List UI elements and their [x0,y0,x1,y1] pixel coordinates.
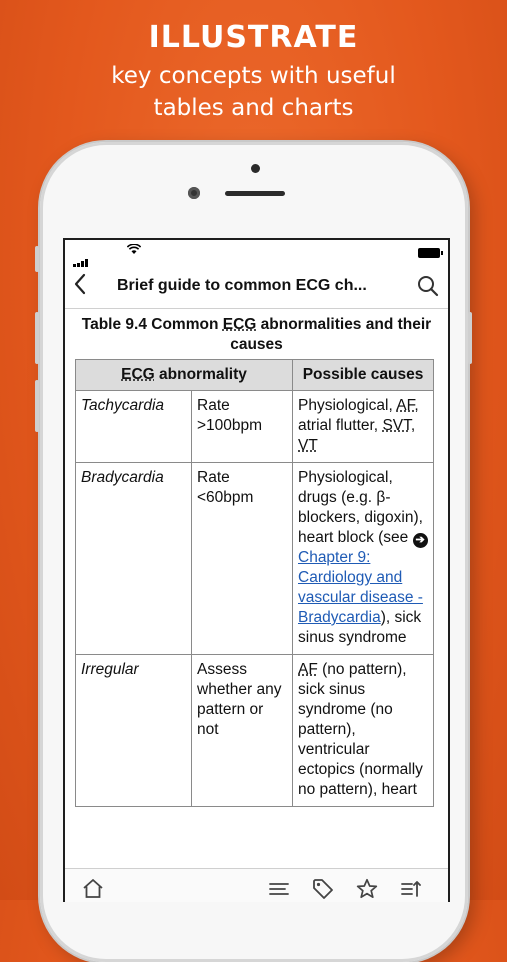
hero-subtitle [0,60,507,124]
proximity-sensor [251,164,260,173]
ecg-table [75,359,434,807]
page-title: Brief guide to common ECG ch... [117,277,367,294]
bottom-toolbar [65,868,448,902]
table-title-suffix: abnormalities and their causes [230,316,432,353]
table-row [76,463,434,655]
table-title-prefix: Table 9.4 Common [81,316,223,333]
wifi-icon [127,243,141,258]
af-abbreviation[interactable]: AF [298,661,318,678]
causes-text: Physiological, drugs (e.g. β-blockers, digoxin), heart block (see [298,469,423,546]
hero-title: ILLUSTRATE [148,20,359,55]
table-row [76,655,434,807]
cross-reference-arrow-icon: ➔ [413,533,428,548]
causes-text: , [410,417,416,434]
star-icon[interactable] [355,877,379,901]
header-possible-causes: Possible causes [293,360,434,391]
abnormality-cell: Tachycardia [76,391,192,463]
battery-icon [418,248,440,258]
table-row [76,391,434,463]
nav-bar [65,264,448,309]
causes-text: (no pattern), sick sinus syndrome (no pattern), ventricular ectopics (normally no pattern), heart [298,661,423,798]
signal-icon [73,249,89,257]
causes-text: , atrial flutter, [298,397,419,434]
volume-up-button [35,312,39,364]
abnormality-cell: Bradycardia [76,463,192,655]
tag-icon[interactable] [311,877,335,901]
chevron-left-icon[interactable] [73,272,87,301]
mute-switch [35,246,39,272]
earpiece-speaker [225,191,285,196]
app-screen [63,238,450,902]
sort-icon[interactable] [399,877,423,901]
list-icon[interactable] [267,877,291,901]
ecg-abbreviation[interactable]: ECG [222,316,257,333]
search-icon[interactable] [416,274,440,298]
vt-abbreviation[interactable]: VT [298,437,318,454]
hero-subtitle-line2: tables and charts [153,95,354,121]
front-camera [188,187,200,199]
hero-subtitle-line1: key concepts with useful [111,63,396,89]
table-header-row [76,360,434,391]
causes-cell [293,463,434,655]
svt-abbreviation[interactable]: SVT [382,417,411,434]
causes-text: ), sick sinus syndrome [298,609,422,646]
content-area [65,309,448,798]
causes-cell [293,655,434,807]
power-button [468,312,472,364]
status-bar [65,240,448,264]
criterion-cell: Rate >100bpm [192,391,293,463]
chapter-link[interactable]: Chapter 9: Cardiology and vascular disease - Bradycardia [298,549,423,626]
af-abbreviation[interactable]: AF [396,397,415,414]
criterion-cell: Assess whether any pattern or not [192,655,293,807]
header-abnormality-label: abnormality [154,366,247,383]
header-abnormality [76,360,293,391]
abnormality-cell: Irregular [76,655,192,807]
criterion-cell: Rate <60bpm [192,463,293,655]
causes-text: Physiological, [298,397,397,414]
causes-cell [293,391,434,463]
volume-down-button [35,380,39,432]
ecg-abbreviation[interactable]: ECG [121,366,155,383]
table-title [65,315,448,355]
home-icon[interactable] [81,877,105,901]
